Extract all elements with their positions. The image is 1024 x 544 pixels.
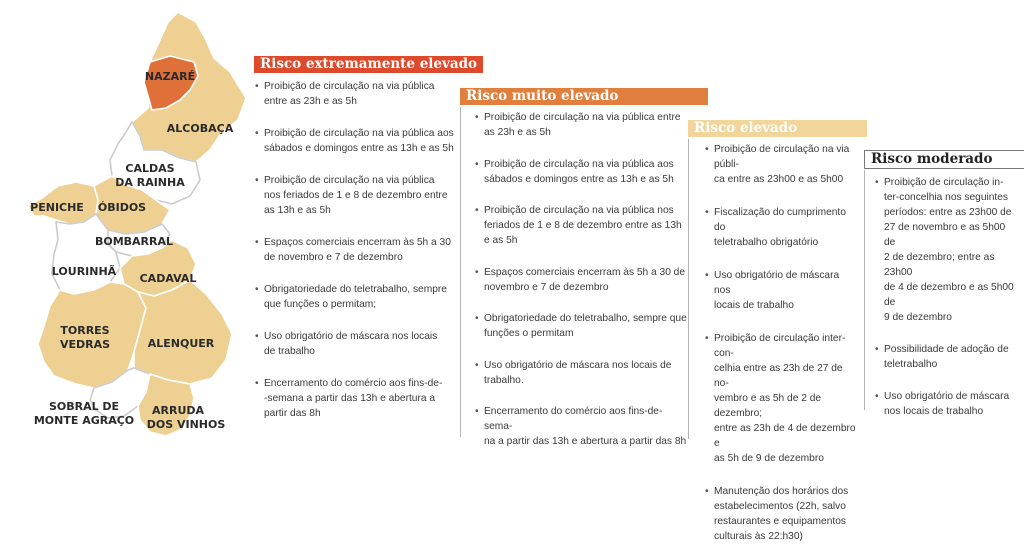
column-very-high — [460, 87, 688, 449]
measure-line: e as 5h — [484, 235, 518, 246]
label-sobral-line2: MONTE AGRAÇO — [33, 414, 135, 427]
measure-item — [484, 311, 688, 341]
measure-line: • Encerramento do comércio aos fins-de- — [264, 378, 443, 389]
measure-line: restaurantes e equipamentos — [714, 516, 846, 527]
measure-item — [264, 126, 454, 156]
column-moderate — [864, 150, 1014, 419]
measure-line: as 5h de 9 de dezembro — [714, 453, 824, 464]
measure-line: • Obrigatoriedade do teletrabalho, sempre que — [484, 313, 687, 324]
measure-line: -semana a partir das 13h e abertura a — [264, 393, 436, 404]
label-alenquer: ALENQUER — [147, 337, 215, 350]
region-map — [0, 0, 250, 450]
measure-line: • Uso obrigatório de máscara nos locais — [264, 331, 438, 342]
measure-line: • Proibição de circulação na via pública aos — [264, 128, 454, 139]
measure-line: novembro e 7 de dezembro — [484, 281, 609, 293]
measure-line: teletrabalho obrigatório — [714, 237, 819, 248]
measure-line: que funções o permitam; — [264, 299, 377, 310]
measure-line: • Proibição de circulação na via pública nos — [484, 205, 674, 216]
measure-line: 27 de novembro e as 5h00 de — [884, 222, 1006, 248]
measure-line: • Proibição de circulação inter-con- — [714, 333, 846, 359]
measure-item — [484, 157, 688, 187]
measure-item — [884, 175, 1014, 325]
measure-item — [484, 358, 688, 388]
measure-line: períodos: entre as 23h00 de — [884, 207, 1012, 218]
measure-line: • Encerramento do comércio aos fins-de-sema- — [484, 406, 663, 432]
measure-item — [714, 142, 858, 187]
measure-item — [484, 404, 688, 449]
measure-line: partir das 8h — [264, 408, 321, 419]
column-extremely-high — [254, 55, 478, 421]
measure-item — [484, 203, 688, 248]
measure-item — [264, 173, 454, 218]
label-torres-line1: TORRES — [60, 324, 110, 337]
measure-line: nos locais de trabalho — [884, 406, 984, 417]
column-high — [688, 119, 858, 544]
measure-line: • Proibição de circulação in- — [884, 177, 1004, 188]
measure-item — [714, 484, 858, 544]
measure-item — [264, 282, 454, 312]
measure-line: entre as 23h e as 5h — [264, 96, 357, 107]
measure-line: sábados e domingos entre as 13h e as 5h — [484, 173, 674, 185]
measure-line: feriados de 1 e 8 de dezembro entre as 13h — [484, 220, 682, 231]
measure-line: de novembro e 7 de dezembro — [264, 252, 403, 263]
measure-line: de 4 de dezembro e as 5h00 de — [884, 282, 1014, 308]
label-arruda-line1: ARRUDA — [151, 404, 205, 417]
measure-line: 9 de dezembro — [884, 312, 952, 323]
measure-line: as 13h e as 5h — [264, 205, 331, 216]
measure-line: • Obrigatoriedade do teletrabalho, sempre — [264, 284, 447, 295]
measure-line: estabelecimentos (22h, salvo — [714, 501, 846, 512]
measure-line: • Possibilidade de adoção de — [884, 344, 1009, 355]
label-caldas-line2: DA RAINHA — [115, 176, 185, 189]
measure-item — [714, 331, 858, 466]
measure-item — [714, 268, 858, 313]
measure-list — [460, 110, 688, 449]
measure-line: • Proibição de circulação na via pública entre — [484, 112, 681, 123]
measure-line: culturais às 22:h30) — [714, 531, 803, 542]
measure-item — [484, 110, 688, 140]
measure-line: sábados e domingos entre as 13h e as 5h — [264, 143, 454, 154]
measure-list — [254, 79, 454, 421]
label-cadaval: CADAVAL — [139, 272, 197, 285]
measure-line: • Proibição de circulação na via pública — [264, 81, 435, 92]
measure-line: • Espaços comerciais encerram às 5h a 30 de — [484, 266, 686, 278]
label-lourinha: LOURINHÃ — [51, 265, 117, 278]
measure-line: teletrabalho — [884, 359, 938, 370]
measure-line: ter-concelhia nos seguintes — [884, 192, 1009, 203]
measure-item — [264, 329, 454, 359]
measure-line: locais de trabalho — [714, 300, 794, 311]
measure-item — [884, 342, 1014, 372]
measure-line: • Uso obrigatório de máscara nos locais de — [484, 359, 672, 371]
measure-line: • Uso obrigatório de máscara — [884, 391, 1010, 402]
measure-line: trabalho. — [484, 374, 524, 386]
column-title: Risco extremamente elevado — [254, 56, 483, 73]
measure-line: 2 de dezembro; entre as 23h00 — [884, 252, 995, 278]
measure-item — [884, 389, 1014, 419]
label-sobral-line1: SOBRAL DE — [48, 400, 120, 413]
label-obidos: ÓBIDOS — [97, 201, 147, 214]
measure-line: celhia entre as 23h de 27 de no- — [714, 363, 843, 389]
measure-item — [484, 265, 688, 295]
column-title: Risco moderado — [864, 150, 1024, 169]
measure-line: • Manutenção dos horários dos — [714, 486, 849, 497]
label-alcobaca: ALCOBAÇA — [166, 122, 234, 135]
label-arruda-line2: DOS VINHOS — [146, 418, 226, 431]
label-bombarral: BOMBARRAL — [94, 235, 174, 248]
municipality-alenquer — [134, 280, 232, 384]
column-title: Risco muito elevado — [460, 88, 708, 105]
measure-line: • Fiscalização do cumprimento do — [714, 207, 846, 233]
measure-item — [264, 79, 454, 109]
column-title: Risco elevado — [688, 120, 867, 137]
measure-line: vembro e as 5h de 2 de dezembro; — [714, 393, 822, 419]
measure-item — [264, 376, 454, 421]
measure-line: de trabalho — [264, 346, 315, 357]
label-torres-line2: VEDRAS — [59, 338, 111, 351]
label-caldas-line1: CALDAS — [125, 162, 175, 175]
measure-line: ca entre as 23h00 e as 5h00 — [714, 174, 844, 185]
measure-list — [864, 175, 1014, 419]
measure-line: nos feriados de 1 e 8 de dezembro entre — [264, 190, 448, 201]
label-nazare: NAZARÉ — [144, 70, 196, 83]
measure-line: • Uso obrigatório de máscara nos — [714, 270, 840, 296]
measure-item — [714, 205, 858, 250]
measure-line: na a partir das 13h e abertura a partir das 8h — [484, 436, 687, 447]
measure-line: • Espaços comerciais encerram às 5h a 30 — [264, 237, 451, 248]
measure-line: • Proibição de circulação na via pública — [264, 175, 435, 186]
measure-line: funções o permitam — [484, 328, 574, 339]
measure-line: entre as 23h de 4 de dezembro e — [714, 423, 856, 449]
measure-list — [688, 142, 858, 544]
measure-item — [264, 235, 454, 265]
measure-line: as 23h e as 5h — [484, 127, 551, 138]
measure-line: • Proibição de circulação na via públi- — [714, 144, 850, 170]
measure-line: • Proibição de circulação na via pública aos — [484, 158, 674, 170]
label-peniche: PENICHE — [30, 201, 84, 214]
